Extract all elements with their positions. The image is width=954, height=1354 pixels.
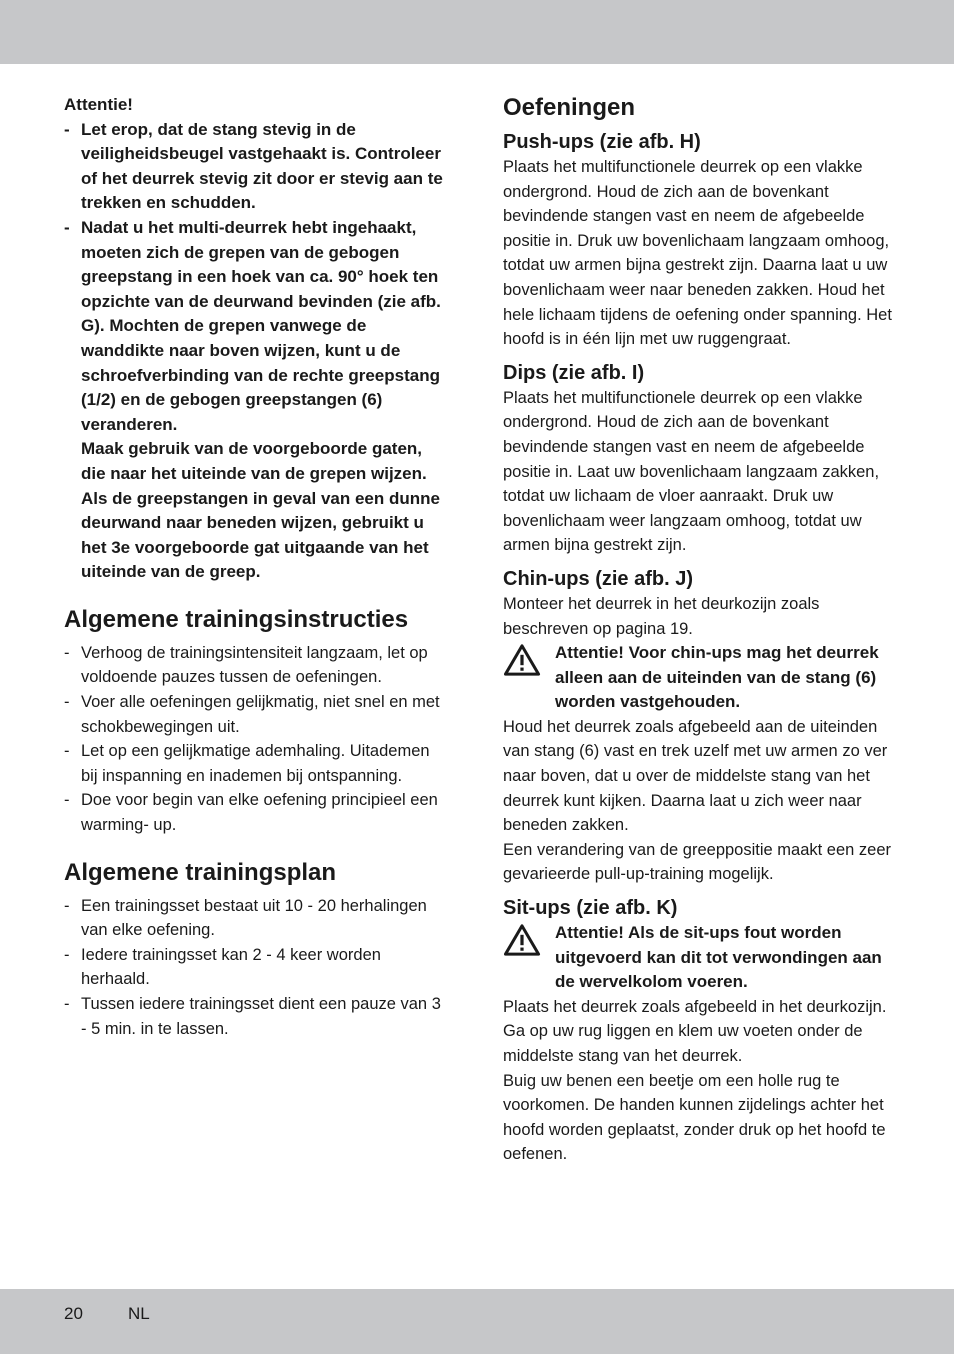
situps-warning-text: Attentie! Als de sit-ups fout worden uitgevoerd kan dit tot verwondingen aan de wervelkolom voeren. [555, 923, 882, 992]
page-number: 20 [64, 1304, 83, 1323]
attention-item [64, 118, 448, 216]
list-item: - Iedere trainingsset kan 2 - 4 keer worden herhaald. [64, 943, 448, 992]
left-column [64, 93, 448, 1041]
pushups-text: Plaats het multifunctionele deurrek op een vlakke ondergrond. Houd de zich aan de bovenkant bevindende stangen vast en neem de afgebeelde positie in. Druk uw bovenlichaam langzaam omhoog, totdat uw armen bijna gestrekt zijn. Daarna laat u uw bovenlichaam weer naar beneden zakken. Houd het hele lichaam tijdens de oefening onder spanning. Het hoofd is in één lijn met uw ruggengraat. [503, 158, 892, 349]
exercises-title: Oefeningen [503, 94, 636, 121]
list-item: - Een trainingsset bestaat uit 10 - 20 herhalingen van elke oefening. [64, 894, 448, 943]
situps-text: Plaats het deurrek zoals afgebeeld in het deurkozijn. Ga op uw rug liggen en klem uw voeten onder de middelste stang van het deurrek. [503, 997, 887, 1065]
attention-heading: Attentie! [64, 95, 133, 114]
attention-item [64, 216, 448, 585]
list-item: - Tussen iedere trainingsset dient een pauze van 3 - 5 min. in te lassen. [64, 992, 448, 1041]
warning-triangle-icon [503, 643, 541, 677]
pushups-heading: Push-ups (zie afb. H) [503, 131, 701, 153]
general-instructions-list [64, 641, 448, 838]
language-code: NL [128, 1304, 150, 1323]
chinups-text-2: Een verandering van de greeppositie maakt een zeer gevarieerde pull-up-training mogelijk. [503, 840, 891, 884]
training-plan-list [64, 894, 448, 1042]
chinups-heading: Chin-ups (zie afb. J) [503, 567, 693, 590]
chinups-text: Houd het deurrek zoals afgebeeld aan de uiteinden van stang (6) vast en trek uzelf met uw armen zo ver naar boven, dat u over de middelste stang van het deurrek kunt kijken. Daarna laat u zich weer naar beneden zakken. [503, 717, 888, 835]
attention-paragraph: Als de greepstangen in geval van een dunne deurwand naar beneden wijzen, gebruikt u het 3e voorgeboorde gat uitgaande van het uiteinde van de greep. [81, 488, 440, 582]
chinups-warning-text: Attentie! Voor chin-ups mag het deurrek alleen aan de uiteinden van de stang (6) worden vastgehouden. [555, 643, 879, 712]
dips-text: Plaats het multifunctionele deurrek op een vlakke ondergrond. Houd de zich aan de bovenkant bevindende stangen vast en neem de afgebeelde positie in. Laat uw bovenlichaam langzaam zakken, totdat uw lichaam de vloer aanraakt. Druk uw bovenlichaam weer langzaam omhoog, totdat uw armen bijna gestrekt zijn. [503, 388, 880, 555]
chinups-warning [503, 641, 893, 715]
training-plan-title: Algemene trainingsplan [64, 858, 337, 886]
list-item: - Verhoog de trainingsintensiteit langzaam, let op voldoende pauzes tussen de oefeningen. [64, 641, 448, 690]
list-item: - Let op een gelijkmatige ademhaling. Uitademen bij inspanning en inademen bij ontspanning. [64, 739, 448, 788]
situps-heading: Sit-ups (zie afb. K) [503, 897, 678, 920]
dips-heading: Dips (zie afb. I) [503, 361, 645, 384]
general-instructions-title: Algemene trainingsinstructies [64, 605, 409, 633]
list-item: - Doe voor begin van elke oefening principieel een warming- up. [64, 788, 448, 837]
warning-triangle-icon [503, 923, 541, 957]
right-column [503, 93, 893, 1167]
attention-paragraph: - Let erop, dat de stang stevig in de veiligheidsbeugel vastgehaakt is. Controleer of het deurrek stevig zit door er stevig aan te trekken en schudden. [81, 119, 443, 213]
situps-warning [503, 921, 893, 995]
situps-text-2: Buig uw benen een beetje om een holle rug te voorkomen. De handen kunnen zijdelings achter het hoofd worden geplaatst, zonder druk op het hoofd te oefenen. [503, 1071, 886, 1164]
attention-list [64, 118, 448, 585]
header-bar [0, 0, 954, 64]
attention-paragraph: Maak gebruik van de voorgeboorde gaten, die naar het uiteinde van de grepen wijzen. [81, 439, 427, 483]
chinups-intro: Monteer het deurrek in het deurkozijn zoals beschreven op pagina 19. [503, 594, 820, 638]
attention-paragraph: - Nadat u het multi-deurrek hebt ingehaakt, moeten zich de grepen van de gebogen greepstang in een hoek van ca. 90° hoek ten opzichte van de deurwand bevinden (zie afb. G). Mochten de grepen vanwege de wanddikte naar boven wijzen, kunt u de schroefverbinding van de rechte greepstang (1/2) en de gebogen greepstangen (6) veranderen. [81, 217, 441, 434]
list-item: - Voer alle oefeningen gelijkmatig, niet snel en met schokbewegingen uit. [64, 690, 448, 739]
